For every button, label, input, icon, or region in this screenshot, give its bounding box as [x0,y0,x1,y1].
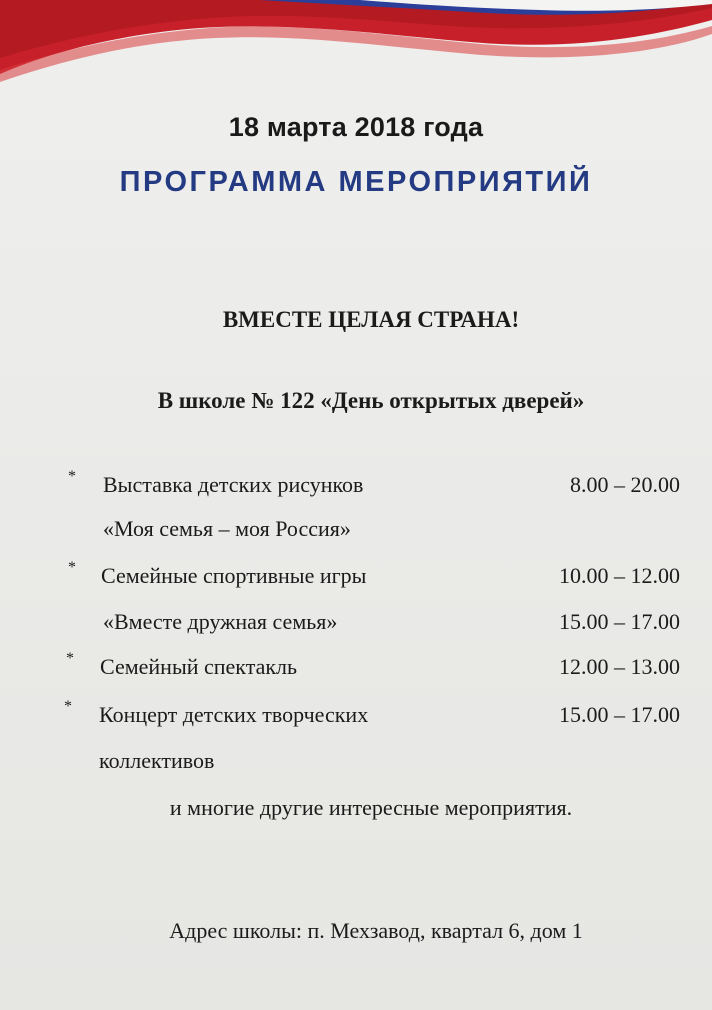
closing-line: и многие другие интересные мероприятия. [169,795,573,820]
program-item [0,559,712,593]
program-item-text: «Вместе дружная семья» [103,609,338,634]
program-item-text: Семейный спектакль [100,654,298,679]
asterisk-bullet-icon: * [66,650,74,667]
asterisk-bullet-icon: * [68,468,76,485]
program-item-time: 8.00 – 20.00 [570,472,680,497]
program-item-continuation [0,748,712,778]
asterisk-bullet-icon: * [68,559,76,576]
program-item-continuation [0,516,712,546]
program-item [0,650,712,684]
program-item-time: 15.00 – 17.00 [559,702,680,727]
program-item [0,698,712,732]
program-item-text: коллективов [99,748,215,773]
flag-ribbon-graphic [0,0,712,110]
asterisk-bullet-icon: * [64,698,72,715]
program-item-text: «Моя семья – моя Россия» [103,516,351,541]
slogan: ВМЕСТЕ ЦЕЛАЯ СТРАНА! [222,307,520,332]
program-item [0,468,712,502]
program-item-text: Семейные спортивные игры [101,563,367,588]
program-item-text: Концерт детских творческих [99,702,369,727]
program-item-time: 12.00 – 13.00 [559,654,680,679]
program-item-time: 15.00 – 17.00 [559,609,680,634]
event-date: 18 марта 2018 года [228,112,484,142]
school-open-day-line: В школе № 122 «День открытых дверей» [157,388,585,413]
program-item-continuation [0,609,712,639]
school-address: Адрес школы: п. Мехзавод, квартал 6, дом 1 [169,918,583,943]
program-title: ПРОГРАММА МЕРОПРИЯТИЙ [119,166,593,198]
program-item-text: Выставка детских рисунков [103,472,364,497]
program-item-time: 10.00 – 12.00 [559,563,680,588]
